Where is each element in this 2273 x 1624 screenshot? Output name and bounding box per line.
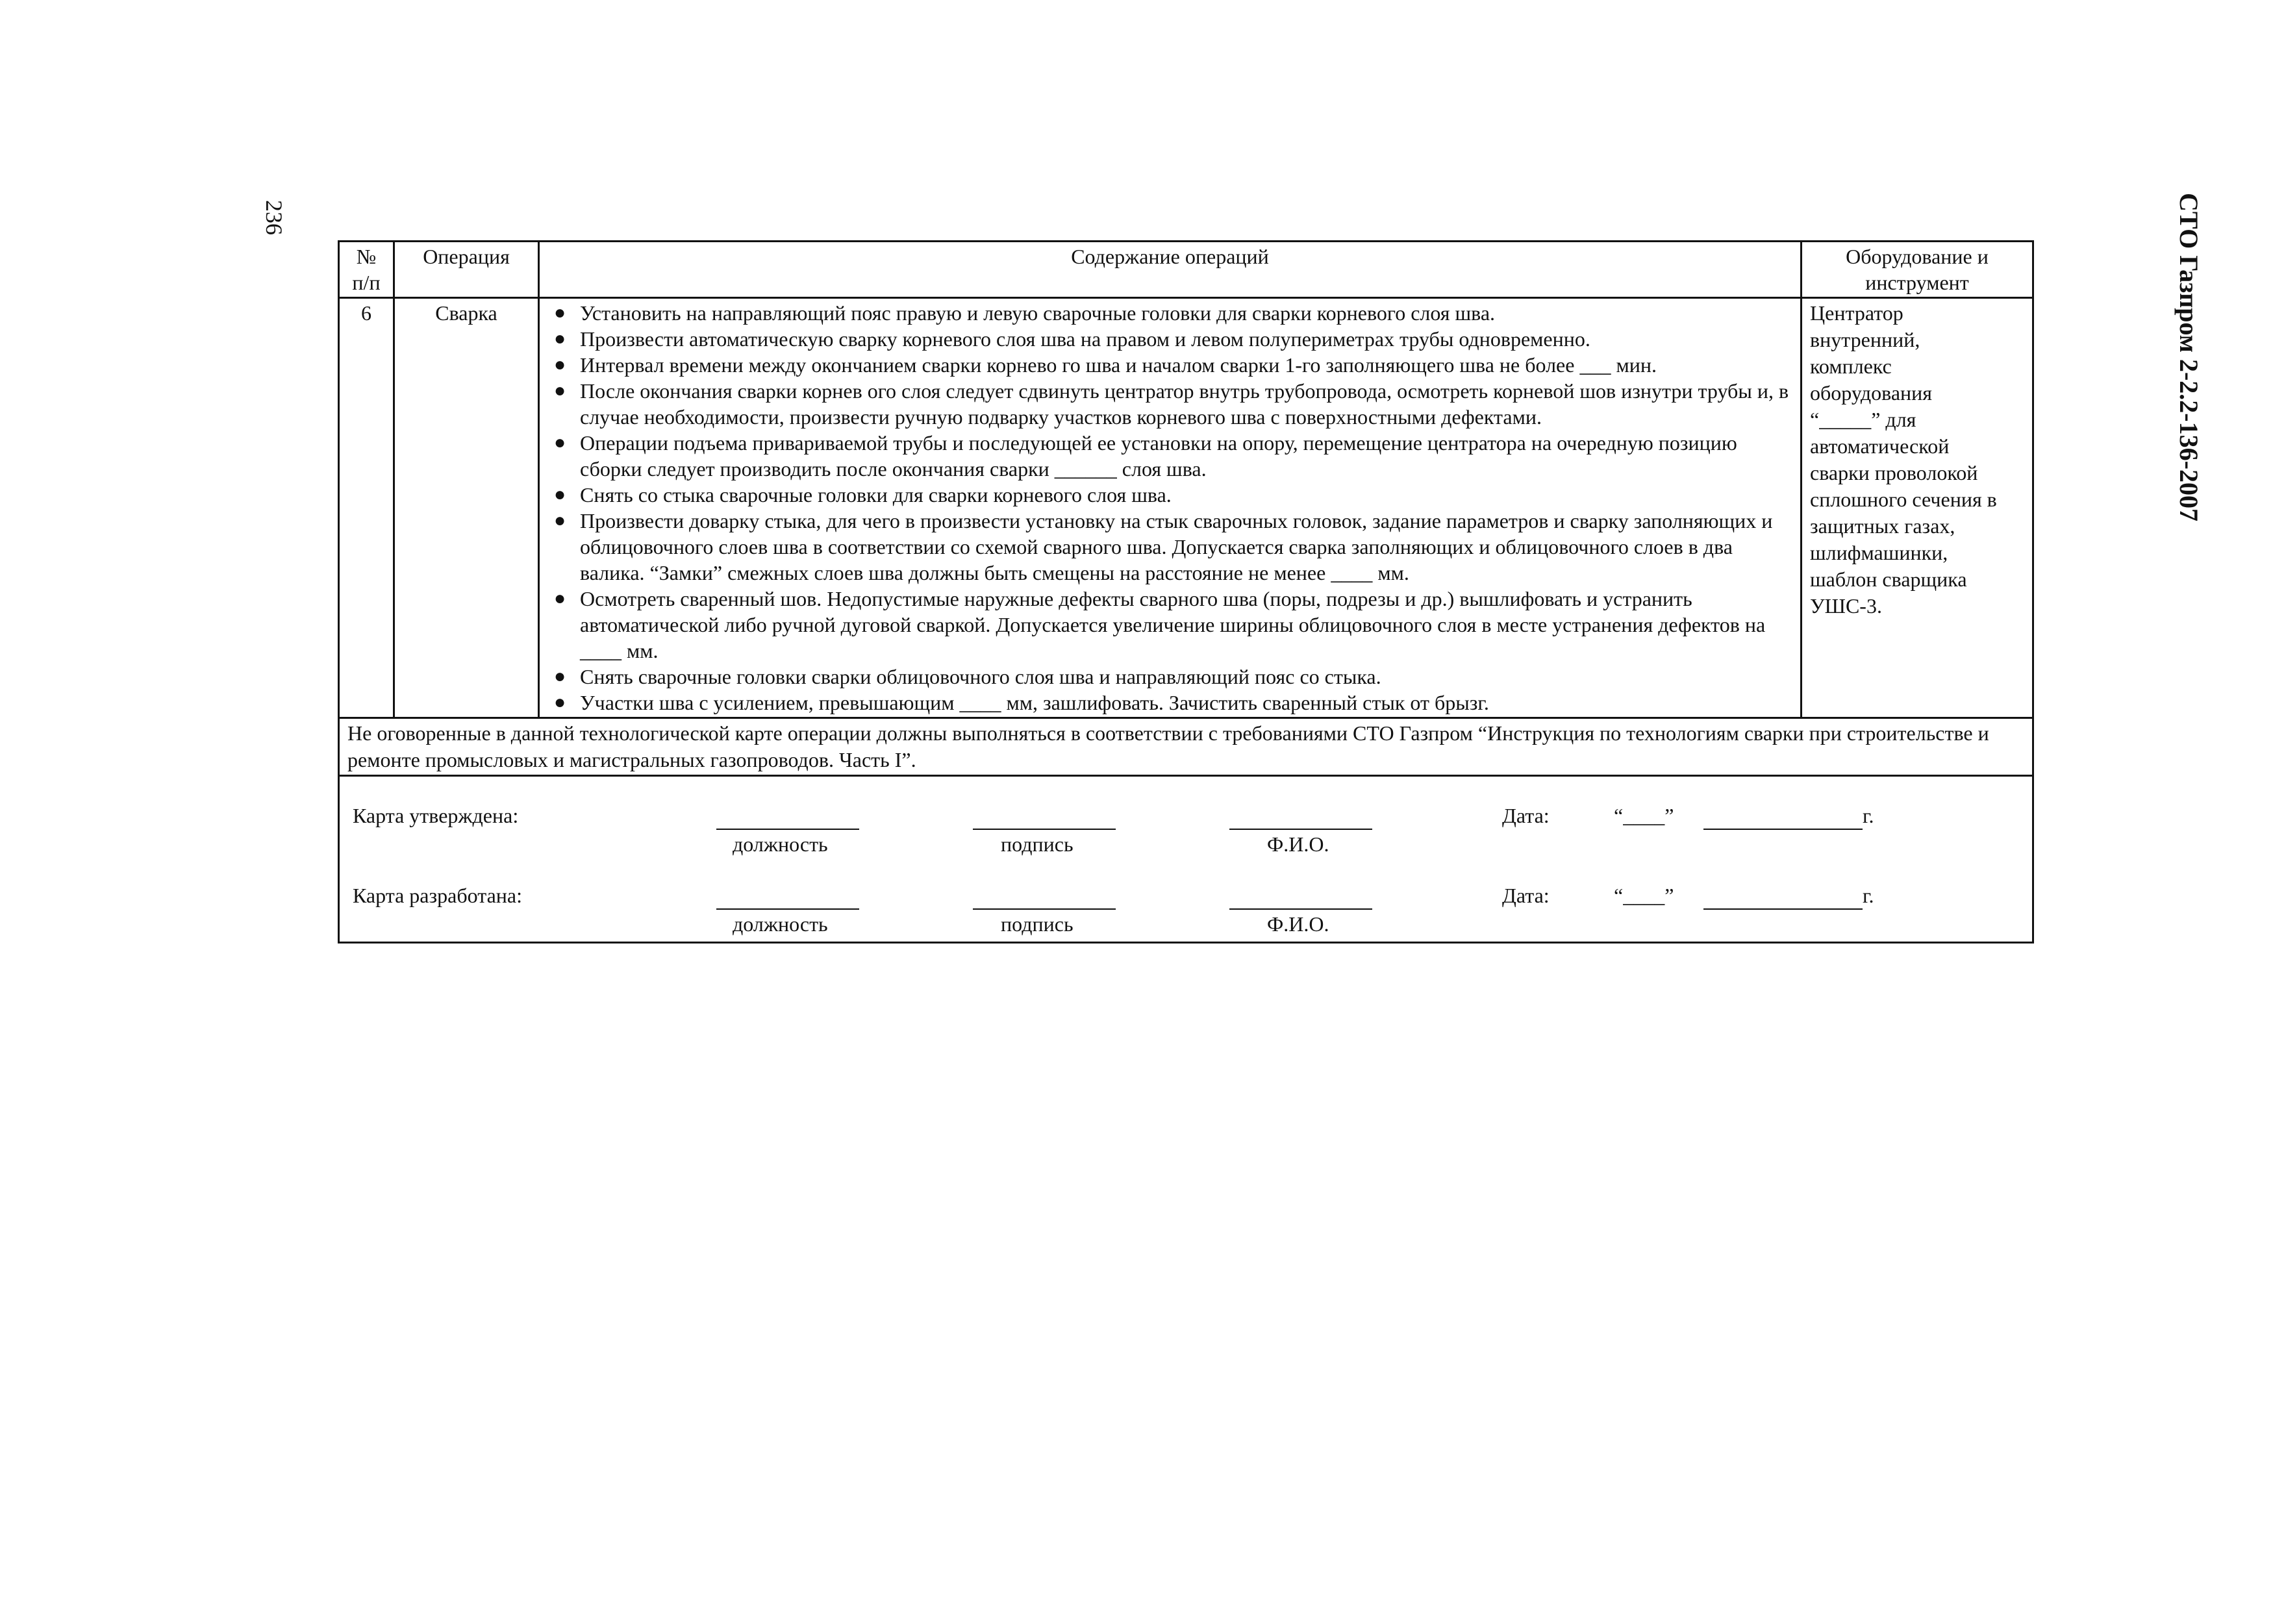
equipment-line: УШС-3. [1810,594,1882,618]
developed-position-line [716,908,859,910]
list-item: ● Участки шва с усилением, превышающим ____ мм, зашлифовать. Зачистить сваренный стык от брызг. [554,691,1489,714]
equipment-line: сварки проволокой [1810,461,1978,484]
list-item: ● Снять сварочные головки сварки облицовочного слоя шва и направляющий пояс со стыка. [554,665,1381,688]
bullet-icon: ● [554,692,566,713]
bullet-icon: ● [554,510,566,531]
developed-position-caption: должность [733,912,828,936]
row-content [539,298,1802,718]
bullet-icon: ● [554,380,566,401]
approved-signature-line [973,829,1116,830]
bullet-icon: ● [554,432,566,453]
general-note: Не оговоренные в данной технологической карте операции должны выполняться в соответствии с требованиями СТО Газпром “Инструкция по технологиям сварки при строительстве и ремонте промысловых и магистральных газопроводов. Часть I”. [339,718,2033,776]
approved-label: Карта утверждена: [353,804,519,827]
approved-date-day: “____” [1614,804,1674,827]
equipment-line: шаблон сварщика [1810,568,1967,591]
row-operation: Сварка [394,298,539,718]
developed-signature-caption: подпись [1001,912,1074,936]
list-item: ● Интервал времени между окончанием сварки корнево го шва и началом сварки 1-го заполняющего шва не более ___ мин. [554,353,1657,377]
equipment-line: Центратор [1810,301,1903,325]
technology-card-table [338,240,2034,943]
approved-date-year: г. [1863,804,1874,827]
list-item: ● Снять со стыка сварочные головки для сварки корневого слоя шва. [554,483,1172,506]
developed-name-line [1229,908,1372,910]
operation-steps-list [547,300,1792,716]
equipment-line: сплошного сечения в [1810,488,1997,511]
signature-row [339,776,2033,943]
header-content: Содержание операций [539,242,1802,298]
document-code: СТО Газпром 2-2.2-136-2007 [2174,193,2204,521]
list-item: ● Установить на направляющий пояс правую и левую сварочные головки для сварки корневого слоя шва. [554,301,1496,325]
table-header-row [339,242,2033,298]
developed-date-month-line [1703,908,1863,910]
row-equipment [1802,298,2033,718]
row-number: 6 [339,298,394,718]
list-item: ● После окончания сварки корнев ого слоя следует сдвинуть центратор внутрь трубопровода, осмотреть корневой шов изнутри трубы и, в случае необходимости, произвести ручную подварку участков корневого шва с поверхностными дефектами. [554,379,1789,429]
developed-date-label: Дата: [1502,884,1550,907]
developed-signature-line [973,908,1116,910]
approved-position-caption: должность [733,832,828,856]
bullet-icon: ● [554,666,566,687]
equipment-line: комплекс [1810,355,1892,378]
approved-name-line [1229,829,1372,830]
signature-block [339,776,2033,943]
equipment-line: автоматической [1810,434,1950,458]
developed-name-caption: Ф.И.О. [1267,912,1329,936]
approved-signature-caption: подпись [1001,832,1074,856]
approved-position-line [716,829,859,830]
developed-label: Карта разработана: [353,884,522,907]
header-number: № п/п [339,242,394,298]
equipment-line: внутренний, [1810,328,1920,351]
equipment-line: защитных газах, [1810,514,1955,538]
equipment-line: “_____” для [1810,408,1916,431]
equipment-line: оборудования [1810,381,1932,405]
list-item: ● Произвести автоматическую сварку корневого слоя шва на правом и левом полупериметрах трубы одновременно. [554,327,1590,351]
bullet-icon: ● [554,354,566,375]
approved-date-month-line [1703,829,1863,830]
bullet-icon: ● [554,328,566,349]
approved-name-caption: Ф.И.О. [1267,832,1329,856]
header-equipment: Оборудование и инструмент [1802,242,2033,298]
table-row [339,298,2033,718]
approved-date-label: Дата: [1502,804,1550,827]
bullet-icon: ● [554,484,566,505]
developed-date-year: г. [1863,884,1874,907]
note-row [339,718,2033,776]
list-item: ● Произвести доварку стыка, для чего в произвести установку на стык сварочных головок, задание параметров и сварку заполняющих и облицовочного слоев шва в соответствии со схемой сварного шва. Допускается сварка заполняющих и облицовочного слоев в два валика. “Замки” смежных слоев шва должны быть смещены на расстояние не менее ____ мм. [554,509,1773,584]
bullet-icon: ● [554,302,566,323]
list-item: ● Осмотреть сваренный шов. Недопустимые наружные дефекты сварного шва (поры, подрезы и др.) вышлифовать и устранить автоматической либо ручной дуговой сваркой. Допускается увеличение ширины облицовочного слоя в месте устранения дефектов на ____ мм. [554,587,1766,662]
equipment-line: шлифмашинки, [1810,541,1948,564]
bullet-icon: ● [554,588,566,609]
page-number: 236 [261,200,287,235]
list-item: ● Операции подъема привариваемой трубы и последующей ее установки на опору, перемещение центратора на очередную позицию сборки следует производить после окончания сварки ______ слоя шва. [554,431,1737,481]
header-operation: Операция [394,242,539,298]
developed-date-day: “____” [1614,884,1674,907]
